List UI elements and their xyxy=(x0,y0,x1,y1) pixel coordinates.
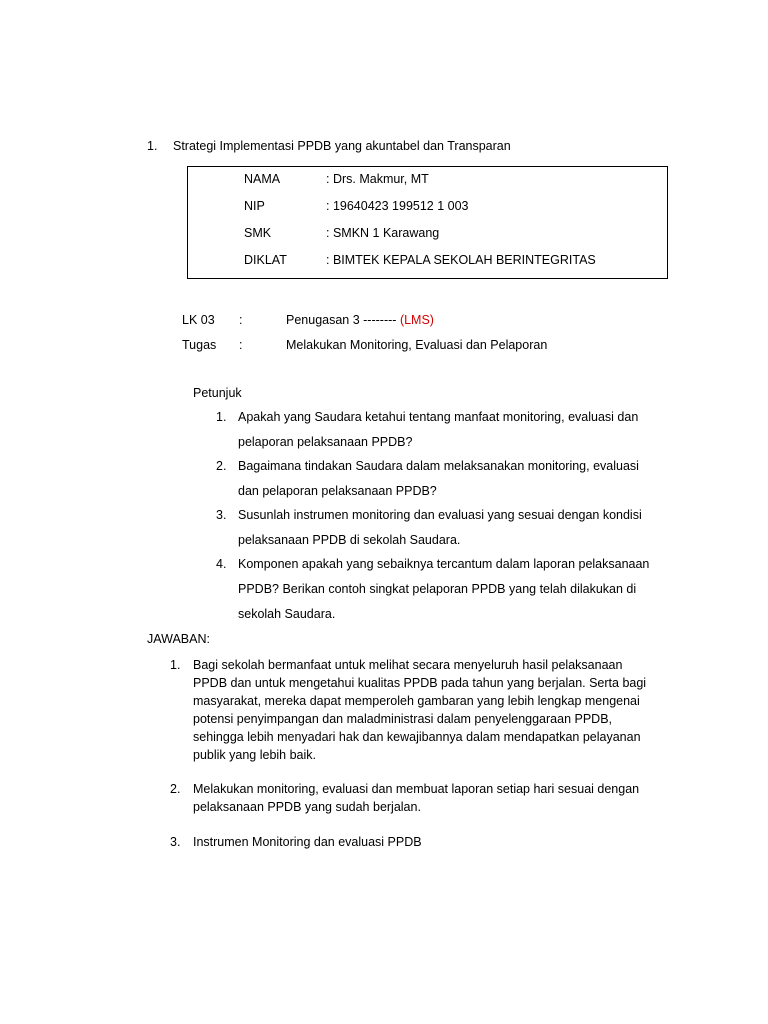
list-number: 4. xyxy=(216,557,227,571)
tugas-colon: : xyxy=(239,338,243,352)
list-line: Apakah yang Saudara ketahui tentang manfaat monitoring, evaluasi dan xyxy=(238,410,639,424)
identity-box xyxy=(187,166,668,279)
list-line: Bagi sekolah bermanfaat untuk melihat secara menyeluruh hasil pelaksanaan xyxy=(193,658,623,672)
list-line: Susunlah instrumen monitoring dan evaluasi yang sesuai dengan kondisi xyxy=(238,508,642,522)
list-line: sekolah Saudara. xyxy=(238,607,336,621)
lms-tag: (LMS) xyxy=(399,313,434,327)
lk-colon: : xyxy=(239,313,243,327)
list-number: 2. xyxy=(170,782,181,796)
info-value: : SMKN 1 Karawang xyxy=(326,226,440,240)
info-value: : BIMTEK KEPALA SEKOLAH BERINTEGRITAS xyxy=(326,253,596,267)
list-number: 1. xyxy=(170,658,181,672)
info-label: DIKLAT xyxy=(244,253,287,267)
tugas-label: Tugas xyxy=(182,338,217,352)
jawaban-title: JAWABAN: xyxy=(147,632,210,646)
list-line: PPDB dan untuk mengetahui kualitas PPDB pada tahun yang berjalan. Serta bagi xyxy=(193,676,647,690)
list-number: 3. xyxy=(170,835,181,849)
info-label: NAMA xyxy=(244,172,281,186)
list-line: Melakukan monitoring, evaluasi dan membuat laporan setiap hari sesuai dengan xyxy=(193,782,640,796)
list-line: Komponen apakah yang sebaiknya tercantum dalam laporan pelaksanaan xyxy=(238,557,650,571)
list-line: dan pelaporan pelaksanaan PPDB? xyxy=(238,484,437,498)
list-line: potensi penyimpangan dan maladministrasi dalam penyelenggaraan PPDB, xyxy=(193,712,613,726)
heading-number: 1. xyxy=(147,139,158,153)
lk-assignment: Penugasan 3 -------- xyxy=(286,313,400,327)
list-number: 2. xyxy=(216,459,227,473)
list-number: 1. xyxy=(216,410,227,424)
list-line: pelaporan pelaksanaan PPDB? xyxy=(238,435,413,449)
heading-title: Strategi Implementasi PPDB yang akuntabel dan Transparan xyxy=(173,139,511,153)
list-line: pelaksanaan PPDB di sekolah Saudara. xyxy=(238,533,461,547)
list-line: Bagaimana tindakan Saudara dalam melaksanakan monitoring, evaluasi xyxy=(238,459,639,473)
info-value: : Drs. Makmur, MT xyxy=(326,172,429,186)
list-line: publik yang lebih baik. xyxy=(193,748,316,762)
lk-value xyxy=(286,313,434,327)
info-label: SMK xyxy=(244,226,272,240)
info-label: NIP xyxy=(244,199,265,213)
list-line: Instrumen Monitoring dan evaluasi PPDB xyxy=(193,835,422,849)
tugas-value: Melakukan Monitoring, Evaluasi dan Pelaporan xyxy=(286,338,548,352)
list-line: sehingga lebih menyadari hak dan kewajibannya dalam mendapatkan pelayanan xyxy=(193,730,641,744)
info-value: : 19640423 199512 1 003 xyxy=(326,199,469,213)
list-line: masyarakat, mereka dapat memperoleh gambaran yang lebih lengkap mengenai xyxy=(193,694,640,708)
list-line: PPDB? Berikan contoh singkat pelaporan PPDB yang telah dilakukan di xyxy=(238,582,637,596)
lk-label: LK 03 xyxy=(182,313,215,327)
list-line: pelaksanaan PPDB yang sudah berjalan. xyxy=(193,800,421,814)
petunjuk-title: Petunjuk xyxy=(193,386,242,400)
list-number: 3. xyxy=(216,508,227,522)
